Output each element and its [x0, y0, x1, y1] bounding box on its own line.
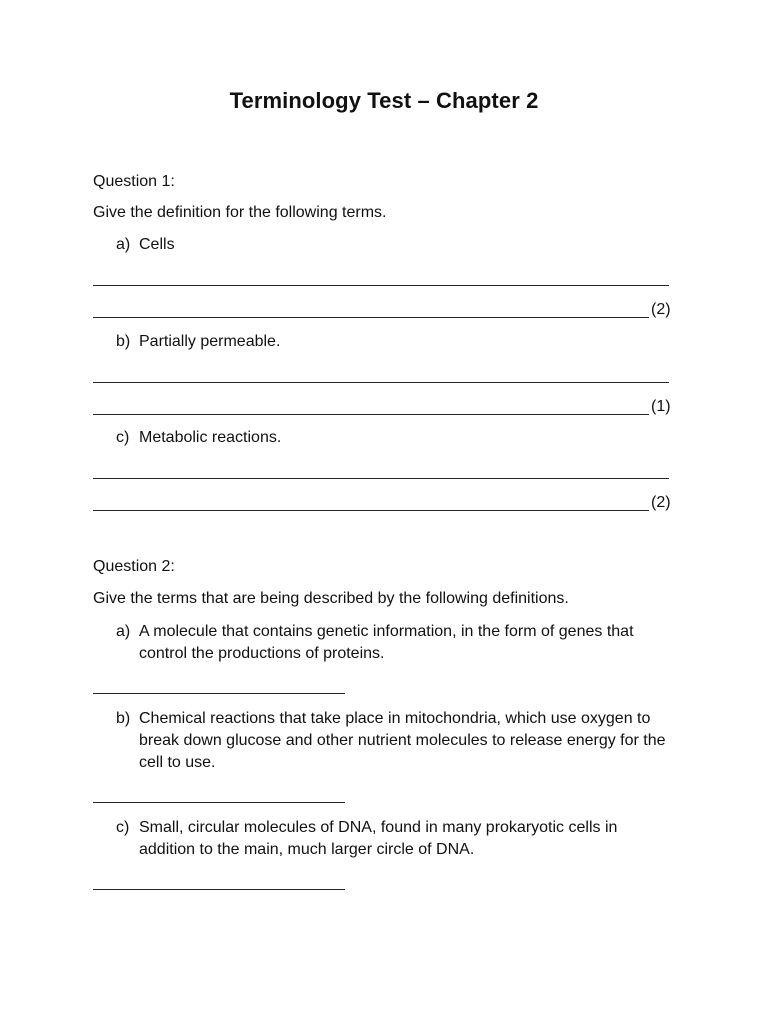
q2-item-a-marker: a): [116, 623, 131, 640]
answer-line[interactable]: [93, 285, 669, 286]
q2-item-b-text: Chemical reactions that take place in mitochondria, which use oxygen to break down glucose and other nutrient molecules to release energy for the cell to use.: [139, 710, 666, 771]
answer-line[interactable]: [93, 510, 649, 511]
q1-item-c-marker: c): [116, 429, 130, 446]
question-2-instruction: Give the terms that are being described by the following definitions.: [93, 590, 569, 607]
q1-item-c-text: Metabolic reactions.: [139, 429, 282, 446]
question-1-instruction: Give the definition for the following terms.: [93, 204, 387, 221]
q1-item-b-text: Partially permeable.: [139, 333, 281, 350]
answer-line[interactable]: [93, 889, 345, 890]
q1-item-a-marker: a): [116, 236, 131, 253]
q1-item-c-marks: (2): [651, 494, 671, 511]
answer-line[interactable]: [93, 478, 669, 479]
q2-item-a-text: A molecule that contains genetic information, in the form of genes that control the productions of proteins.: [139, 623, 634, 662]
q2-item-c-marker: c): [116, 819, 130, 836]
q1-item-a-text: Cells: [139, 236, 175, 253]
answer-line[interactable]: [93, 693, 345, 694]
question-2-heading: Question 2:: [93, 558, 175, 575]
answer-line[interactable]: [93, 317, 649, 318]
q1-item-a-marks: (2): [651, 301, 671, 318]
page-title: Terminology Test – Chapter 2: [229, 88, 539, 113]
q2-item-c-text: Small, circular molecules of DNA, found in many prokaryotic cells in addition to the main, much larger circle of DNA.: [139, 819, 618, 858]
question-1-heading: Question 1:: [93, 173, 175, 190]
q1-item-b-marker: b): [116, 333, 131, 350]
answer-line[interactable]: [93, 802, 345, 803]
q2-item-b-marker: b): [116, 710, 131, 727]
answer-line[interactable]: [93, 382, 669, 383]
q1-item-b-marks: (1): [651, 398, 671, 415]
answer-line[interactable]: [93, 414, 649, 415]
